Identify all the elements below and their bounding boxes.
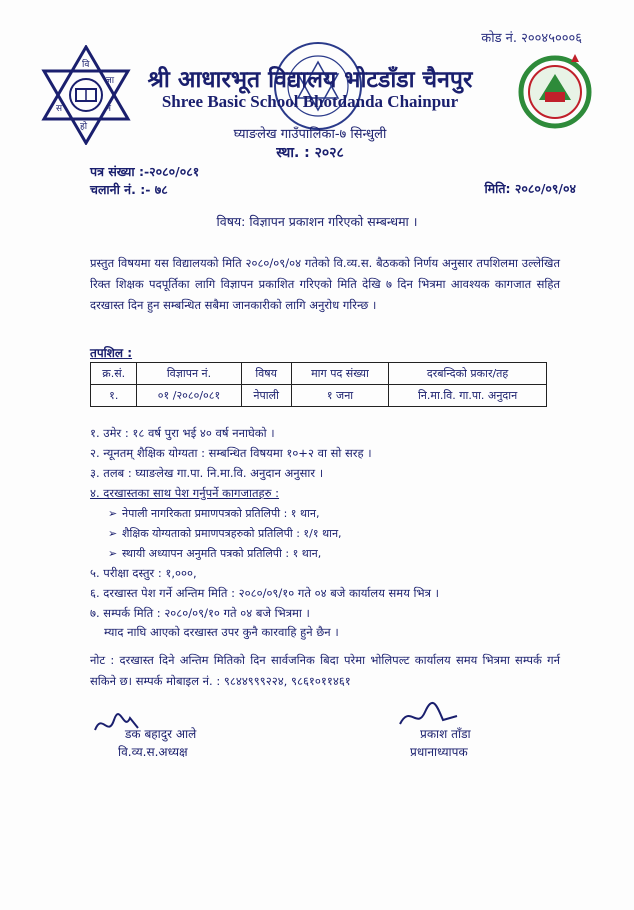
arrow-icon: ➢ — [108, 507, 118, 520]
document-item — [108, 546, 321, 561]
table-cell: १ जना — [291, 385, 388, 407]
table-header-row — [91, 363, 547, 385]
condition-age: १. उमेर : १८ वर्ष पुरा भई ४० वर्ष ननाघेको । — [90, 426, 275, 440]
school-logo — [38, 45, 134, 145]
document-text: शैक्षिक योग्यताको प्रमाणपत्रहरुको प्रतिलिपी : १/१ थान, — [122, 527, 342, 540]
logo-letter: ज्ञा — [106, 76, 115, 86]
document-item — [108, 506, 320, 521]
condition-fee: ५. परीक्षा दस्तुर : १,०००, — [90, 566, 197, 580]
condition-deadline: ६. दरखास्त पेश गर्ने अन्तिम मिति : २०८०/०९/१० गते ०४ बजे कार्यालय समय भित्र । — [90, 586, 439, 600]
letter-subject: विषय: विज्ञापन प्रकाशन गरिएको सम्बन्धमा । — [216, 214, 418, 229]
col-header: विषय — [241, 363, 291, 385]
table-row — [91, 385, 547, 407]
logo-letter: स — [56, 104, 63, 114]
table-cell: नि.मा.वि. गा.पा. अनुदान — [389, 385, 547, 407]
condition-qualification: २. न्यूनतम् शैक्षिक योग्यता : सम्बन्धित विषयमा १०+२ वा सो सरह । — [90, 446, 372, 460]
principal-title: प्रधानाध्यापक — [410, 745, 468, 759]
dispatch-number: चलानी नं. :- ७८ — [90, 182, 168, 197]
school-address: घ्याङलेख गाउँपालिका-७ सिन्धुली — [233, 127, 387, 142]
office-code: कोड नं. २००४५०००६ — [481, 31, 582, 46]
details-label: तपशिल : — [90, 346, 133, 360]
condition-salary: ३. तलब : घ्याङलेख गा.पा. नि.मा.वि. अनुदान अनुसार । — [90, 466, 324, 480]
table-cell: नेपाली — [241, 385, 291, 407]
principal-name: प्रकाश ताँडा — [420, 727, 471, 741]
municipality-logo — [515, 52, 595, 136]
established-year: स्था. : २०२८ — [276, 145, 344, 161]
letter-date: मिति: २०८०/०९/०४ — [484, 181, 576, 196]
condition-contact: ७. सम्पर्क मिति : २०८०/०९/१० गते ०४ बजे भित्रमा । — [90, 606, 310, 620]
chairperson-name: डक बहादुर आले — [125, 727, 197, 741]
table-cell: १. — [91, 385, 137, 407]
col-header: दरबन्दिको प्रकार/तह — [389, 363, 547, 385]
school-name-english: Shree Basic School Bhotdanda Chainpur — [161, 92, 459, 111]
letter-body: प्रस्तुत विषयमा यस विद्यालयको मिति २०८०/०९/०४ गतेको वि.व्य.स. बैठकको निर्णय अनुसार तपशिलमा उल्लेखित रिक्त शिक्षक पदपूर्तिका लागि विज्ञापन प्रकाशित गरिएको मिति देखि ७ दिन भित्रमा आवश्यक कागजात सहित दरखास्त दिन हुन सम्बन्धित सबैमा जानकारीको लागि अनुरोध गरिन्छ । — [90, 256, 560, 312]
logo-letter: वि — [82, 60, 90, 70]
col-header: माग पद संख्या — [291, 363, 388, 385]
deadline-note: म्याद नाघि आएको दरखास्त उपर कुनै कारवाहि हुने छैन । — [104, 625, 339, 639]
document-text: स्थायी अध्यापन अनुमति पत्रको प्रतिलिपी : १ थान, — [122, 547, 322, 560]
col-header: विज्ञापन नं. — [137, 363, 241, 385]
arrow-icon: ➢ — [108, 527, 118, 540]
col-header: क्र.सं. — [91, 363, 137, 385]
reference-number: पत्र संख्या :-२०८०/०८१ — [90, 164, 200, 179]
document-text: नेपाली नागरिकता प्रमाणपत्रको प्रतिलिपी : १ थान, — [122, 507, 320, 520]
chairperson-title: वि.व्य.स.अध्यक्ष — [118, 745, 188, 759]
logo-letter: न — [106, 104, 111, 114]
condition-documents: ४. दरखास्तका साथ पेश गर्नुपर्ने कागजातहरु : — [90, 486, 280, 500]
document-item — [108, 526, 342, 541]
logo-letter: हो — [80, 122, 88, 132]
footer-note: नोट : दरखास्त दिने अन्तिम मितिको दिन सार्वजनिक बिदा परेमा भोलिपल्ट कार्यालय समय भित्रमा सम्पर्क गर्न सकिने छ। सम्पर्क मोबाइल नं. : ९८४४९९९२२४, ९८६१०११४६१ — [90, 653, 560, 688]
school-name-nepali: श्री आधारभूत विद्यालय भोटडाँडा चैनपुर — [147, 66, 473, 93]
vacancy-table — [90, 362, 547, 407]
table-cell: ०१ /२०८०/०८१ — [137, 385, 241, 407]
arrow-icon: ➢ — [108, 547, 118, 560]
